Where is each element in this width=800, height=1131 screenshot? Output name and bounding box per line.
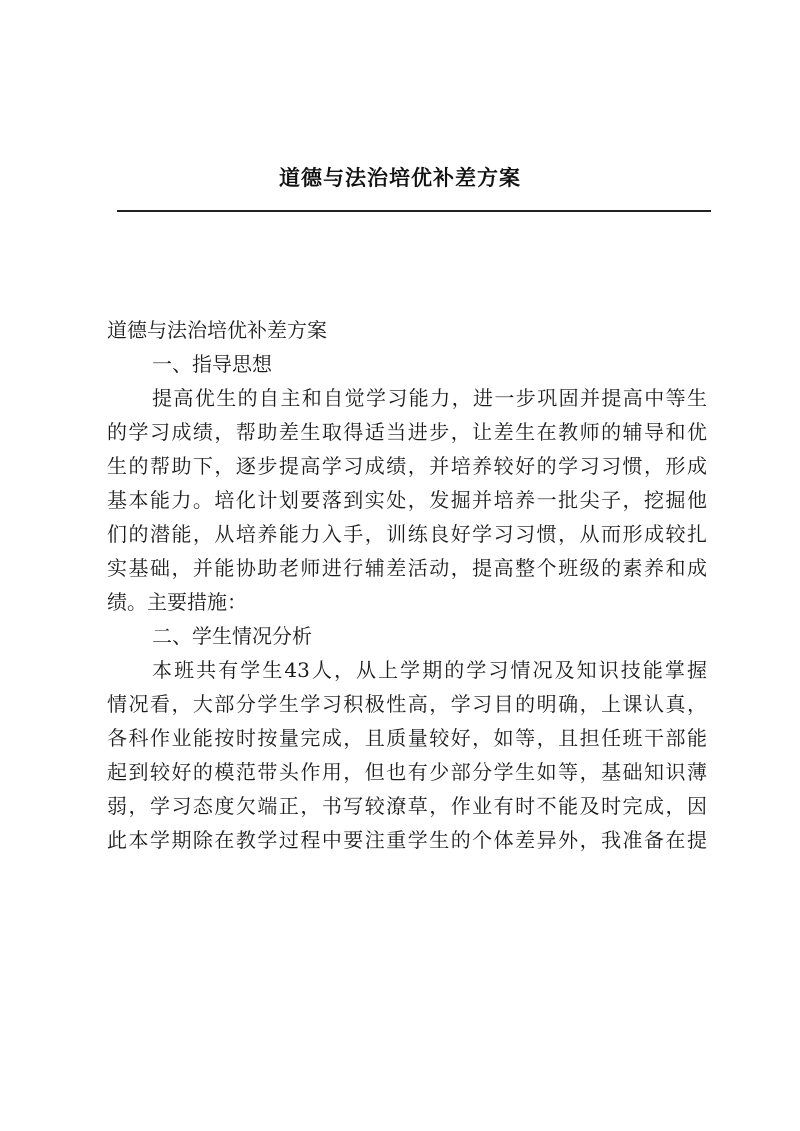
paragraph-line: 起到较好的模范带头作用，但也有少部分学生如等，基础知识薄 bbox=[107, 760, 707, 784]
section-2-heading: 二、学生情况分析 bbox=[152, 624, 312, 648]
document-body bbox=[107, 313, 707, 857]
subtitle: 道德与法治培优补差方案 bbox=[107, 318, 327, 342]
paragraph-line: 绩。主要措施： bbox=[107, 590, 247, 614]
paragraph-line: 弱，学习态度欠端正，书写较潦草，作业有时不能及时完成，因 bbox=[107, 794, 707, 818]
paragraph-line: 各科作业能按时按量完成，且质量较好，如等，且担任班干部能 bbox=[107, 726, 707, 750]
paragraph-line: 的学习成绩，帮助差生取得适当进步，让差生在教师的辅导和优 bbox=[107, 420, 707, 444]
paragraph-line: 实基础，并能协助老师进行辅差活动，提高整个班级的素养和成 bbox=[107, 556, 707, 580]
paragraph-line: 生的帮助下，逐步提高学习成绩，并培养较好的学习习惯，形成 bbox=[107, 454, 707, 478]
paragraph-line: 本班共有学生43人，从上学期的学习情况及知识技能掌握 bbox=[152, 658, 707, 682]
paragraph-line: 基本能力。培化计划要落到实处，发掘并培养一批尖子，挖掘他 bbox=[107, 488, 707, 512]
paragraph-line: 提高优生的自主和自觉学习能力，进一步巩固并提高中等生 bbox=[152, 386, 707, 410]
paragraph-line: 情况看，大部分学生学习积极性高，学习目的明确，上课认真， bbox=[107, 692, 707, 716]
paragraph-line: 此本学期除在教学过程中要注重学生的个体差异外，我准备在提 bbox=[107, 828, 707, 852]
section-1-heading: 一、指导思想 bbox=[152, 352, 272, 376]
document-title: 道德与法治培优补差方案 bbox=[279, 166, 521, 190]
title-divider bbox=[117, 210, 711, 212]
paragraph-line: 们的潜能，从培养能力入手，训练良好学习习惯，从而形成较扎 bbox=[107, 522, 707, 546]
